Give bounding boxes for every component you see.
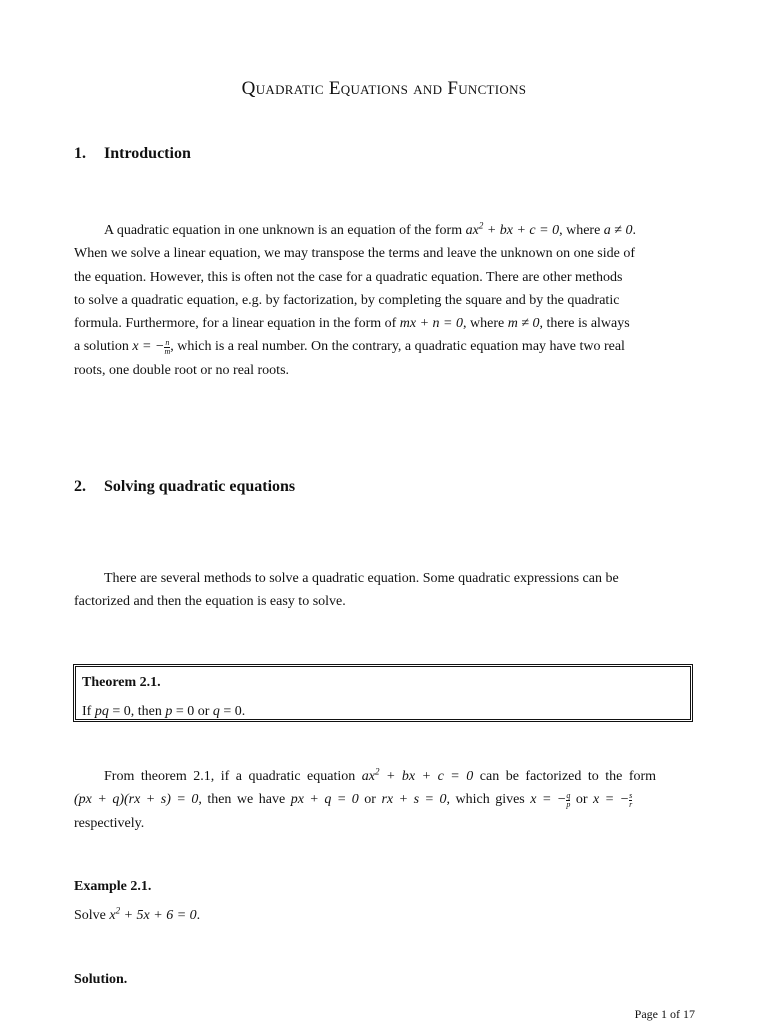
linear-solution: x = − $\frac{n}{m}$ [132,337,171,356]
para-line: When we solve a linear equation, we may transpose the terms and leave the unknown on one side of [74,246,635,262]
text-run: , where [463,316,505,332]
text-run: If [82,704,92,719]
para-line [74,765,696,788]
math-var: p [165,704,173,719]
general-quadratic-equation: $ax^2$ + bx + c = 0 [465,220,560,238]
para-line: A quadratic equation in one unknown is an equation of the form $ax^2$ + bx + c = 0, where a ≠ 0. [104,220,636,238]
text-run: , which is a real number. On the contrary, a quadratic equation may have two real [170,339,625,355]
section-2-paragraph [74,567,696,614]
math-var: q [212,704,220,719]
root-2: x = − $\frac{s}{r}$ [593,790,633,809]
para-line [74,312,696,335]
para-line: factorized and then the equation is easy to solve. [74,594,346,610]
theorem-box [73,664,693,722]
theorem-title: Theorem 2.1. [82,675,161,690]
text-run: or [364,792,376,808]
fraction-s-over-r: $\frac{s}{r}$ [629,790,633,809]
text-run: A quadratic equation in one unknown is an equation of the form [104,223,463,238]
document-title: Quadratic Equations and Functions [241,78,527,99]
root-1: x = − $\frac{q}{p}$ [530,790,571,809]
solution-title: Solution. [74,972,128,987]
section-2-title: Solving quadratic equations [104,478,296,495]
text-run: formula. Furthermore, for a linear equation in the form of [74,316,397,332]
theorem-application-paragraph [74,765,696,835]
para-line: respectively. [74,815,145,831]
para-line: to solve a quadratic equation, e.g. by factorization, by completing the square and by the quadratic [74,292,620,308]
text-run: , then we have [198,792,286,808]
para-line: the equation. However, this is often not the case for a quadratic equation. There are other methods [74,269,623,285]
text-run: , where [559,223,601,238]
example-title: Example 2.1. [74,879,152,894]
fraction-n-over-m: $\frac{n}{m}$ [164,337,171,356]
text-run: or [575,792,588,808]
math-var: pq [94,704,109,719]
fraction-q-over-p: $\frac{q}{p}$ [566,790,571,809]
text-run: a solution [74,339,129,355]
text-run: = 0, then [112,704,162,719]
text-run: = 0. [223,704,246,719]
section-1-paragraph [74,219,696,382]
section-2-heading [74,478,295,496]
text-run: Solve [74,908,106,923]
example-statement: Solve $x^2 + 5x + 6 = 0$. [74,905,201,923]
section-1-heading [74,145,191,163]
factor-equation-2: rx + s = 0 [381,792,447,808]
section-1-title: Introduction [104,145,191,162]
condition-m-nonzero: m ≠ 0 [507,316,540,332]
factored-form: (px + q)(rx + s) = 0 [74,792,199,808]
text-run: can be factorized to the form [479,769,657,784]
para-line [74,335,696,358]
section-2-number: 2. [74,478,86,495]
section-1-number: 1. [74,145,86,162]
factor-equation-1: px + q = 0 [290,792,359,808]
general-quadratic-equation: $ax^2$ + bx + c = 0 [361,766,474,784]
para-line: There are several methods to solve a quadratic equation. Some quadratic expressions can be [104,571,619,586]
linear-equation: mx + n = 0 [399,316,463,332]
para-line: roots, one double root or no real roots. [74,362,290,378]
para-line [74,788,696,811]
text-run: , which gives [446,792,525,808]
theorem-statement [82,704,245,720]
condition-a-nonzero: a ≠ 0 [603,223,633,238]
text-run: , there is always [539,316,630,332]
page-number: Page 1 of 17 [634,1007,695,1021]
example-equation: $x^2 + 5x + 6 = 0$ [109,905,197,923]
text-run: = 0 or [175,704,210,719]
text-run: From theorem 2.1, if a quadratic equation [104,769,356,784]
